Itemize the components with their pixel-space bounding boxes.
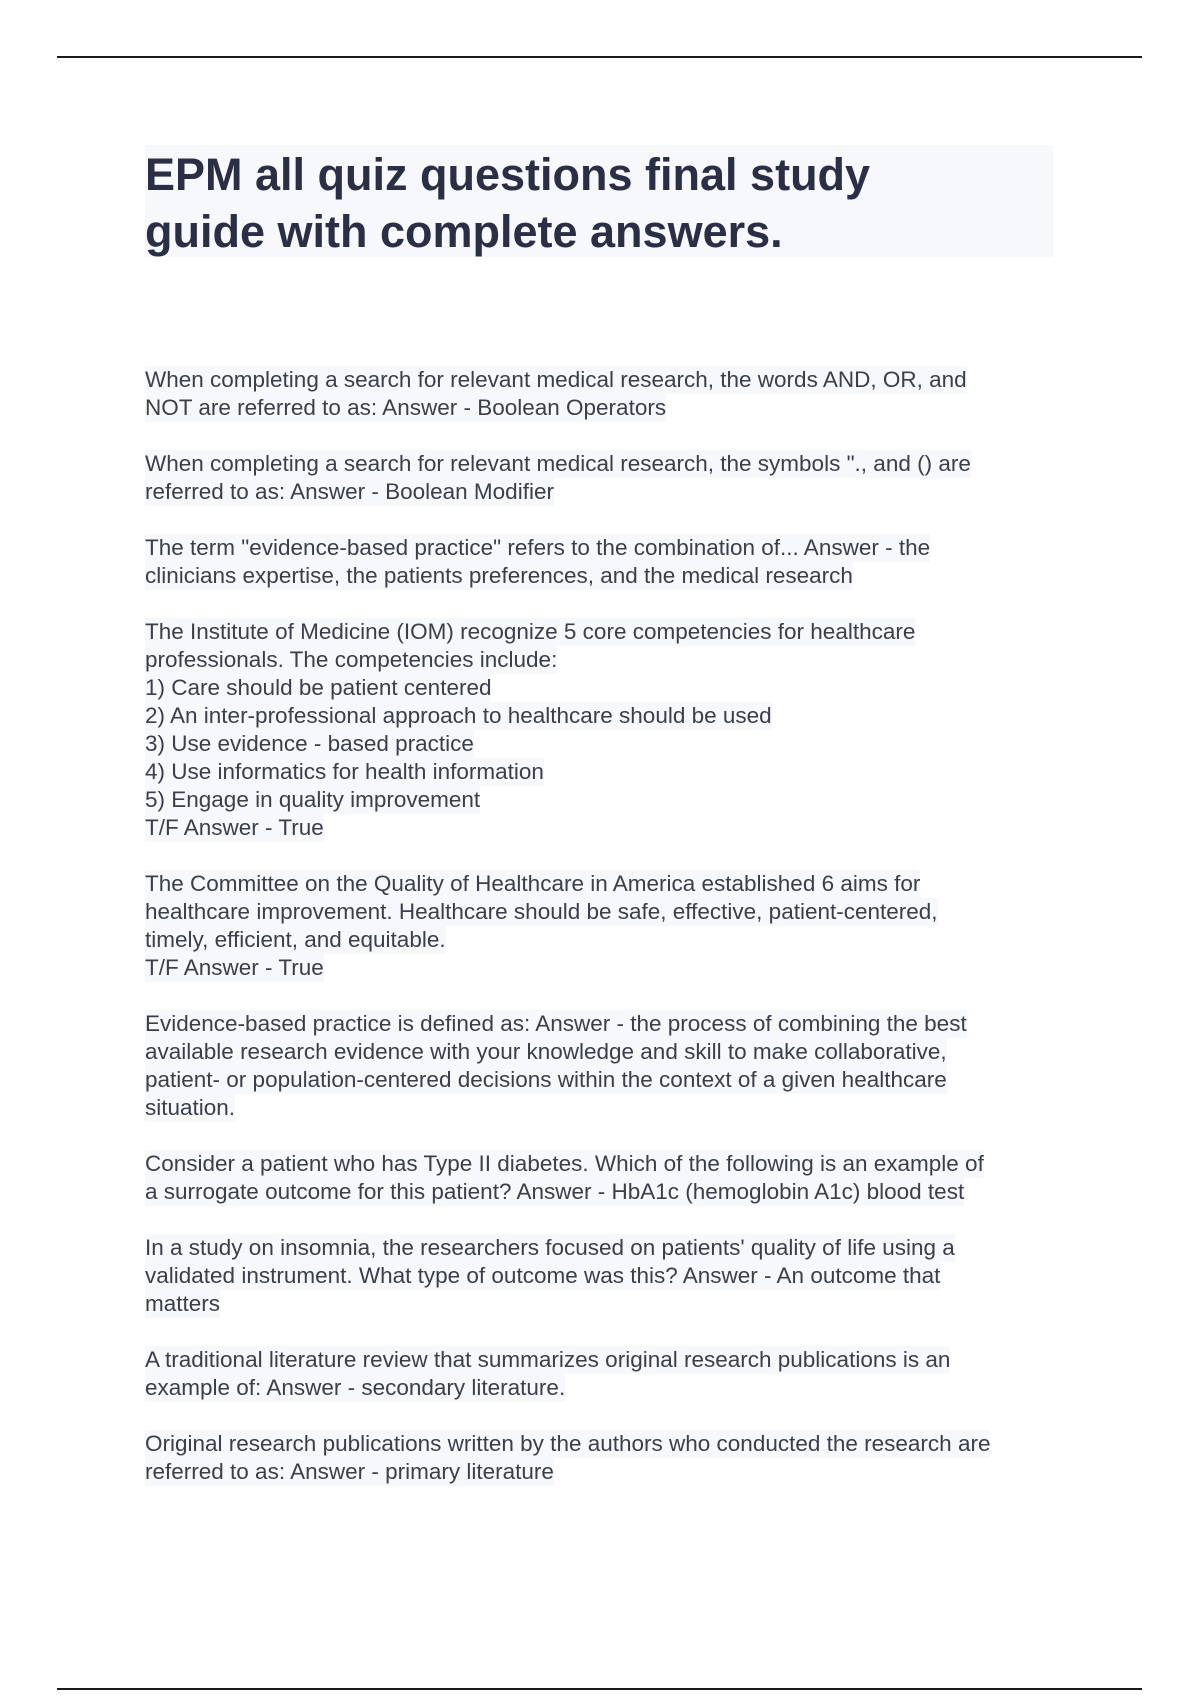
qa-item bbox=[145, 366, 1065, 422]
page-title bbox=[145, 146, 1053, 260]
qa-line: matters bbox=[145, 1291, 221, 1316]
qa-line: referred to as: Answer - Boolean Modifier bbox=[145, 479, 554, 504]
bottom-divider bbox=[57, 1688, 1142, 1690]
qa-line: 4) Use informatics for health information bbox=[145, 759, 544, 784]
top-divider bbox=[57, 56, 1142, 58]
qa-line: A traditional literature review that summarizes original research publications is an bbox=[145, 1347, 951, 1372]
qa-item bbox=[145, 870, 1065, 982]
qa-line: validated instrument. What type of outcome was this? Answer - An outcome that bbox=[145, 1263, 941, 1288]
qa-line: When completing a search for relevant medical research, the words AND, OR, and bbox=[145, 367, 967, 392]
qa-line: Original research publications written by the authors who conducted the research are bbox=[145, 1431, 991, 1456]
qa-line: 3) Use evidence - based practice bbox=[145, 731, 474, 756]
qa-line: 2) An inter-professional approach to healthcare should be used bbox=[145, 703, 772, 728]
page-title-line-2: guide with complete answers. bbox=[145, 206, 783, 257]
qa-item bbox=[145, 1346, 1065, 1402]
qa-line: professionals. The competencies include: bbox=[145, 647, 558, 672]
qa-line: available research evidence with your knowledge and skill to make collaborative, bbox=[145, 1039, 947, 1064]
qa-item bbox=[145, 1234, 1065, 1318]
qa-line: a surrogate outcome for this patient? Answer - HbA1c (hemoglobin A1c) blood test bbox=[145, 1179, 965, 1204]
qa-line: When completing a search for relevant medical research, the symbols "., and () are bbox=[145, 451, 971, 476]
qa-line: Consider a patient who has Type II diabetes. Which of the following is an example of bbox=[145, 1151, 984, 1176]
qa-line: 5) Engage in quality improvement bbox=[145, 787, 481, 812]
qa-line: T/F Answer - True bbox=[145, 955, 324, 980]
qa-item bbox=[145, 1430, 1065, 1486]
qa-line: example of: Answer - secondary literature. bbox=[145, 1375, 566, 1400]
qa-line: referred to as: Answer - primary literature bbox=[145, 1459, 554, 1484]
qa-line: Evidence-based practice is defined as: Answer - the process of combining the best bbox=[145, 1011, 967, 1036]
qa-line: timely, efficient, and equitable. bbox=[145, 927, 446, 952]
qa-item bbox=[145, 450, 1065, 506]
qa-line: NOT are referred to as: Answer - Boolean Operators bbox=[145, 395, 667, 420]
qa-item bbox=[145, 1150, 1065, 1206]
qa-item bbox=[145, 534, 1065, 590]
qa-line: patient- or population-centered decisions within the context of a given healthcare bbox=[145, 1067, 947, 1092]
qa-line: The Committee on the Quality of Healthcare in America established 6 aims for bbox=[145, 871, 921, 896]
qa-line: healthcare improvement. Healthcare should be safe, effective, patient-centered, bbox=[145, 899, 938, 924]
title-block bbox=[145, 145, 1053, 257]
qa-line: 1) Care should be patient centered bbox=[145, 675, 492, 700]
qa-line: The term "evidence-based practice" refers to the combination of... Answer - the bbox=[145, 535, 931, 560]
qa-item bbox=[145, 618, 1065, 842]
qa-line: T/F Answer - True bbox=[145, 815, 324, 840]
qa-item bbox=[145, 1010, 1065, 1122]
qa-line: clinicians expertise, the patients preferences, and the medical research bbox=[145, 563, 853, 588]
qa-line: In a study on insomnia, the researchers focused on patients' quality of life using a bbox=[145, 1235, 955, 1260]
qa-list bbox=[145, 366, 1065, 1514]
qa-line: situation. bbox=[145, 1095, 236, 1120]
page-title-line-1: EPM all quiz questions final study bbox=[145, 149, 871, 200]
qa-line: The Institute of Medicine (IOM) recognize 5 core competencies for healthcare bbox=[145, 619, 916, 644]
